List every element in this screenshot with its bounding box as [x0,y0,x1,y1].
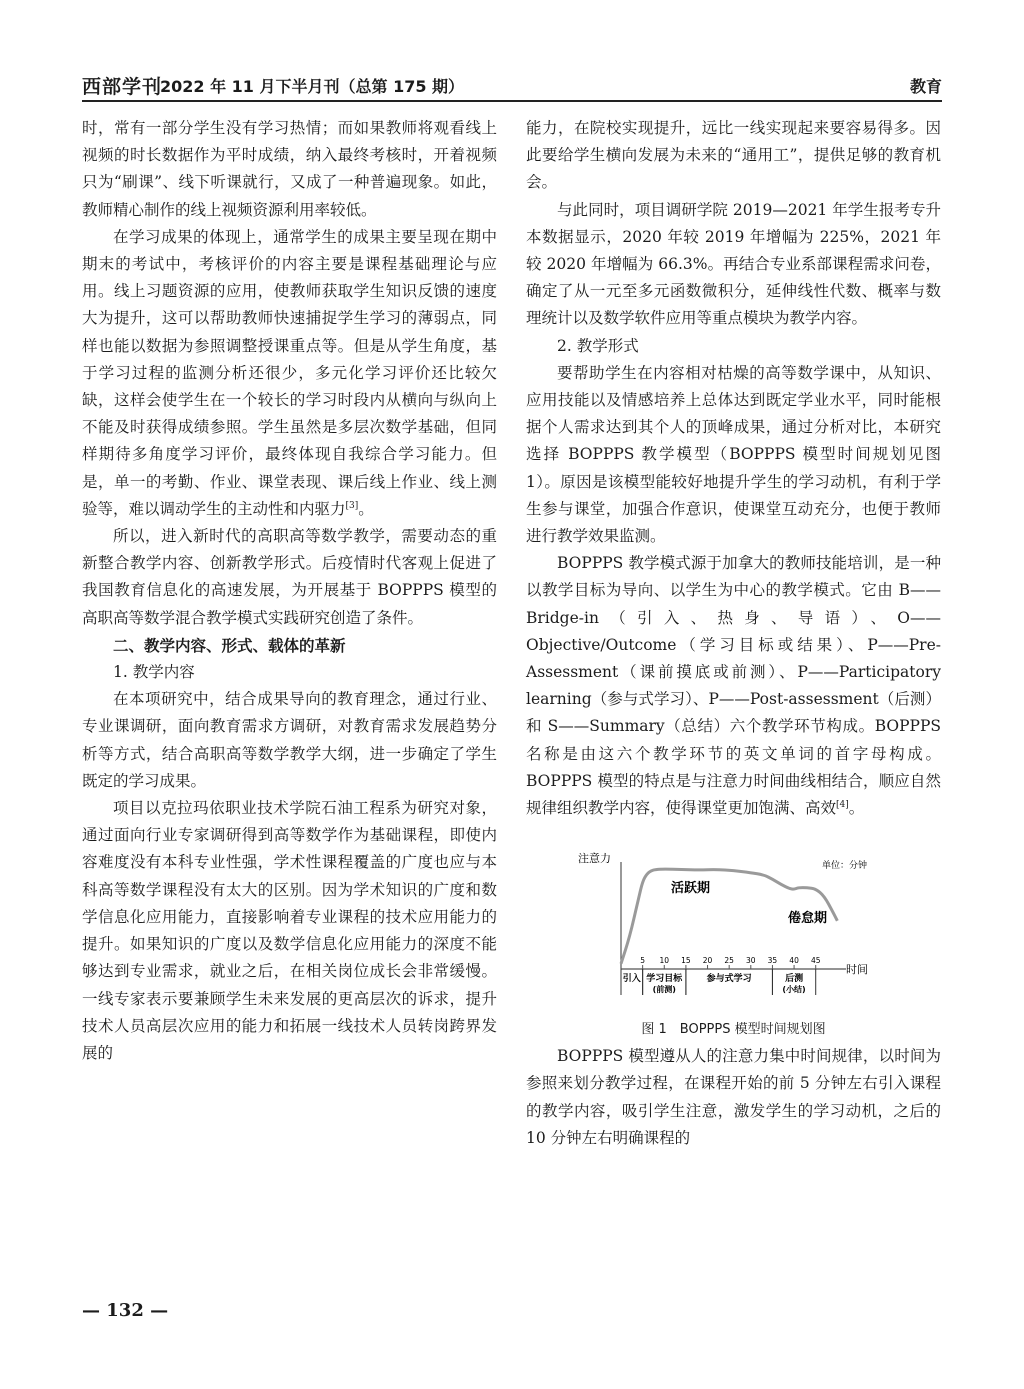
x-tick-label: 5 [640,956,646,966]
x-tick-label: 20 [702,956,713,966]
paragraph: 要帮助学生在内容相对枯燥的高等数学课中，从知识、应用技能以及情感培养上总体达到既定学业水平，同时能根据个人需求达到其个人的顶峰成果，通过分析对比，本研究选择 BOPPPS 教学模型（BOPPPS 模型时间规划见图 1）。原因是该模型能较好地提升学生的学习动机，有利于学生参与课堂，加强合作意识，使课堂互动充分，也便于教师进行教学效果监测。 [526,363,941,546]
segment-label: 引入 [622,974,641,985]
segment-label: 参与式学习 [706,974,752,985]
attention-chart [526,842,941,1014]
paragraph [82,224,497,523]
paragraph: 时，常有一部分学生没有学习热情；而如果教师将观看线上视频的时长数据作为平时成绩，纳入最终考核时，开着视频只为“刷课”、线下听课就行，又成了一种普遍现象。如此，教师精心制作的线上视频资源利用率较低。 [82,119,497,219]
figure-1 [526,842,941,1014]
segment-sublabel: (小结) [782,985,806,995]
citation: [3] [345,500,359,511]
x-tick-label: 35 [767,956,778,966]
subsection-heading: 1. 教学内容 [113,663,195,682]
paragraph [526,550,941,822]
paragraph: BOPPPS 模型遵从人的注意力集中时间规律，以时间为参照来划分教学过程，在课程开始的前 5 分钟左右引入课程的教学内容，吸引学生注意，激发学生的学习动机，之后的 10 分钟左右明确课程的 [526,1047,941,1147]
x-tick-label: 45 [810,956,821,966]
figure-caption: 图 1 BOPPPS 模型时间规划图 [641,1022,826,1038]
section-name: 教育 [909,77,942,96]
paragraph-text: 在学习成果的体现上，通常学生的成果主要呈现在期中期末的考试中，考核评价的内容主要是课程基础理论与应用。线上习题资源的应用，使教师获取学生知识反馈的速度大为提升，这可以帮助教师快速捕捉学生学习的薄弱点，同样也能以数据为参照调整授课重点等。但是从学生角度，基于学习过程的监测分析还很少，多元化学习评价还比较欠缺，这样会使学生在一个较长的学习时段内从横向与纵向上不能及时获得成绩参照。学生虽然是多层次数学基础，但同样期待多角度学习评价，最终体现自我综合学习能力。但是，单一的考勤、作业、课堂表现、课后线上作业、线上测验等，难以调动学生的主动性和内驱力 [82,227,497,518]
paragraph: 能力，在院校实现提升，远比一线实现起来要容易得多。因此要给学生横向发展为未来的“通用工”，提供足够的教育机会。 [526,119,941,192]
y-axis-label: 注意力 [578,852,611,866]
paragraph: 项目以克拉玛依职业技术学院石油工程系为研究对象，通过面向行业专家调研得到高等数学作为基础课程，即使内容难度没有本科专业性强，学术性课程覆盖的广度也应与本科高等数学课程没有太大的区别。因为学术知识的广度和数学信息化应用能力，直接影响着专业课程的技术应用能力的提升。如果知识的广度以及数学信息化应用能力的深度不能够达到专业需求，就业之后，在相关岗位成长会非常缓慢。一线专家表示要兼顾学生未来发展的更高层次的诉求，提升技术人员高层次应用的能力和拓展一线技术人员转岗跨界发展的 [82,799,497,1062]
chart-marks [621,869,837,995]
x-axis-label: 时间 [846,963,868,977]
running-header [82,70,942,100]
x-tick-label: 40 [789,956,799,966]
page-number: — 132 — [82,1300,169,1321]
right-column [526,115,941,1152]
citation: [4] [836,799,849,810]
paragraph-text: BOPPPS 教学模式源于加拿大的教师技能培训，是一种以教学目标为导向、以学生为中心的教学模式。它由 B——Bridge-in（引入、热身、导语）、O——Objective/Outcome（学习目标或结果）、P——Pre-Assessment（课前摸底或前测）、P——Participatory learning（参与式学习）、P——Post-assessment（后测）和 S——Summary（总结）六个教学环节构成。BOPPPS 名称是由这六个教学环节的英文单词的首字母构成。BOPPPS 模型的特点是与注意力时间曲线相结合，顺应自然规律组织教学内容，使得课堂更加饱满、高效 [526,554,941,818]
section-heading: 二、教学内容、形式、载体的革新 [113,635,346,655]
segment-label: 后测 [785,974,804,985]
paragraph-end: 。 [848,799,865,818]
journal-issue: 2022 年 11 月下半月刊（总第 175 期） [160,77,465,96]
x-tick-label: 15 [681,956,691,966]
segment-sublabel: (前测) [652,985,676,995]
paragraph: 与此同时，项目调研学院 2019—2021 年学生报考专升本数据显示，2020 年较 2019 年增幅为 225%，2021 年较 2020 年增幅为 66.3%。再结合专业系部课程需求问卷，确定了从一元至多元函数微积分，延伸线性代数、概率与数理统计以及数学软件应用等重点模块为教学内容。 [526,200,941,328]
journal-logo: 西部学刊 [82,76,163,98]
unit-note: 单位：分钟 [822,861,868,872]
left-column [82,115,497,1067]
paragraph-end: 。 [358,499,374,518]
annotation-fatigue: 倦怠期 [788,911,828,927]
paragraph: 所以，进入新时代的高职高等数学教学，需要动态的重新整合教学内容、创新教学形式。后疫情时代客观上促进了我国教育信息化的高速发展，为开展基于 BOPPPS 模型的高职高等数学混合教学模式实践研究创造了条件。 [82,527,497,627]
subsection-heading: 2. 教学形式 [557,336,639,355]
x-tick-label: 10 [659,956,670,966]
x-tick-label: 25 [724,956,734,966]
segment-label: 学习目标 [646,974,683,985]
header-rule [82,100,942,102]
annotation-active: 活跃期 [671,881,711,897]
paragraph: 在本项研究中，结合成果导向的教育理念，通过行业、专业课调研，面向教育需求方调研，对教育需求发展趋势分析等方式，结合高职高等数学教学大纲，进一步确定了学生既定的学习成果。 [82,690,497,790]
x-tick-label: 30 [746,956,756,966]
